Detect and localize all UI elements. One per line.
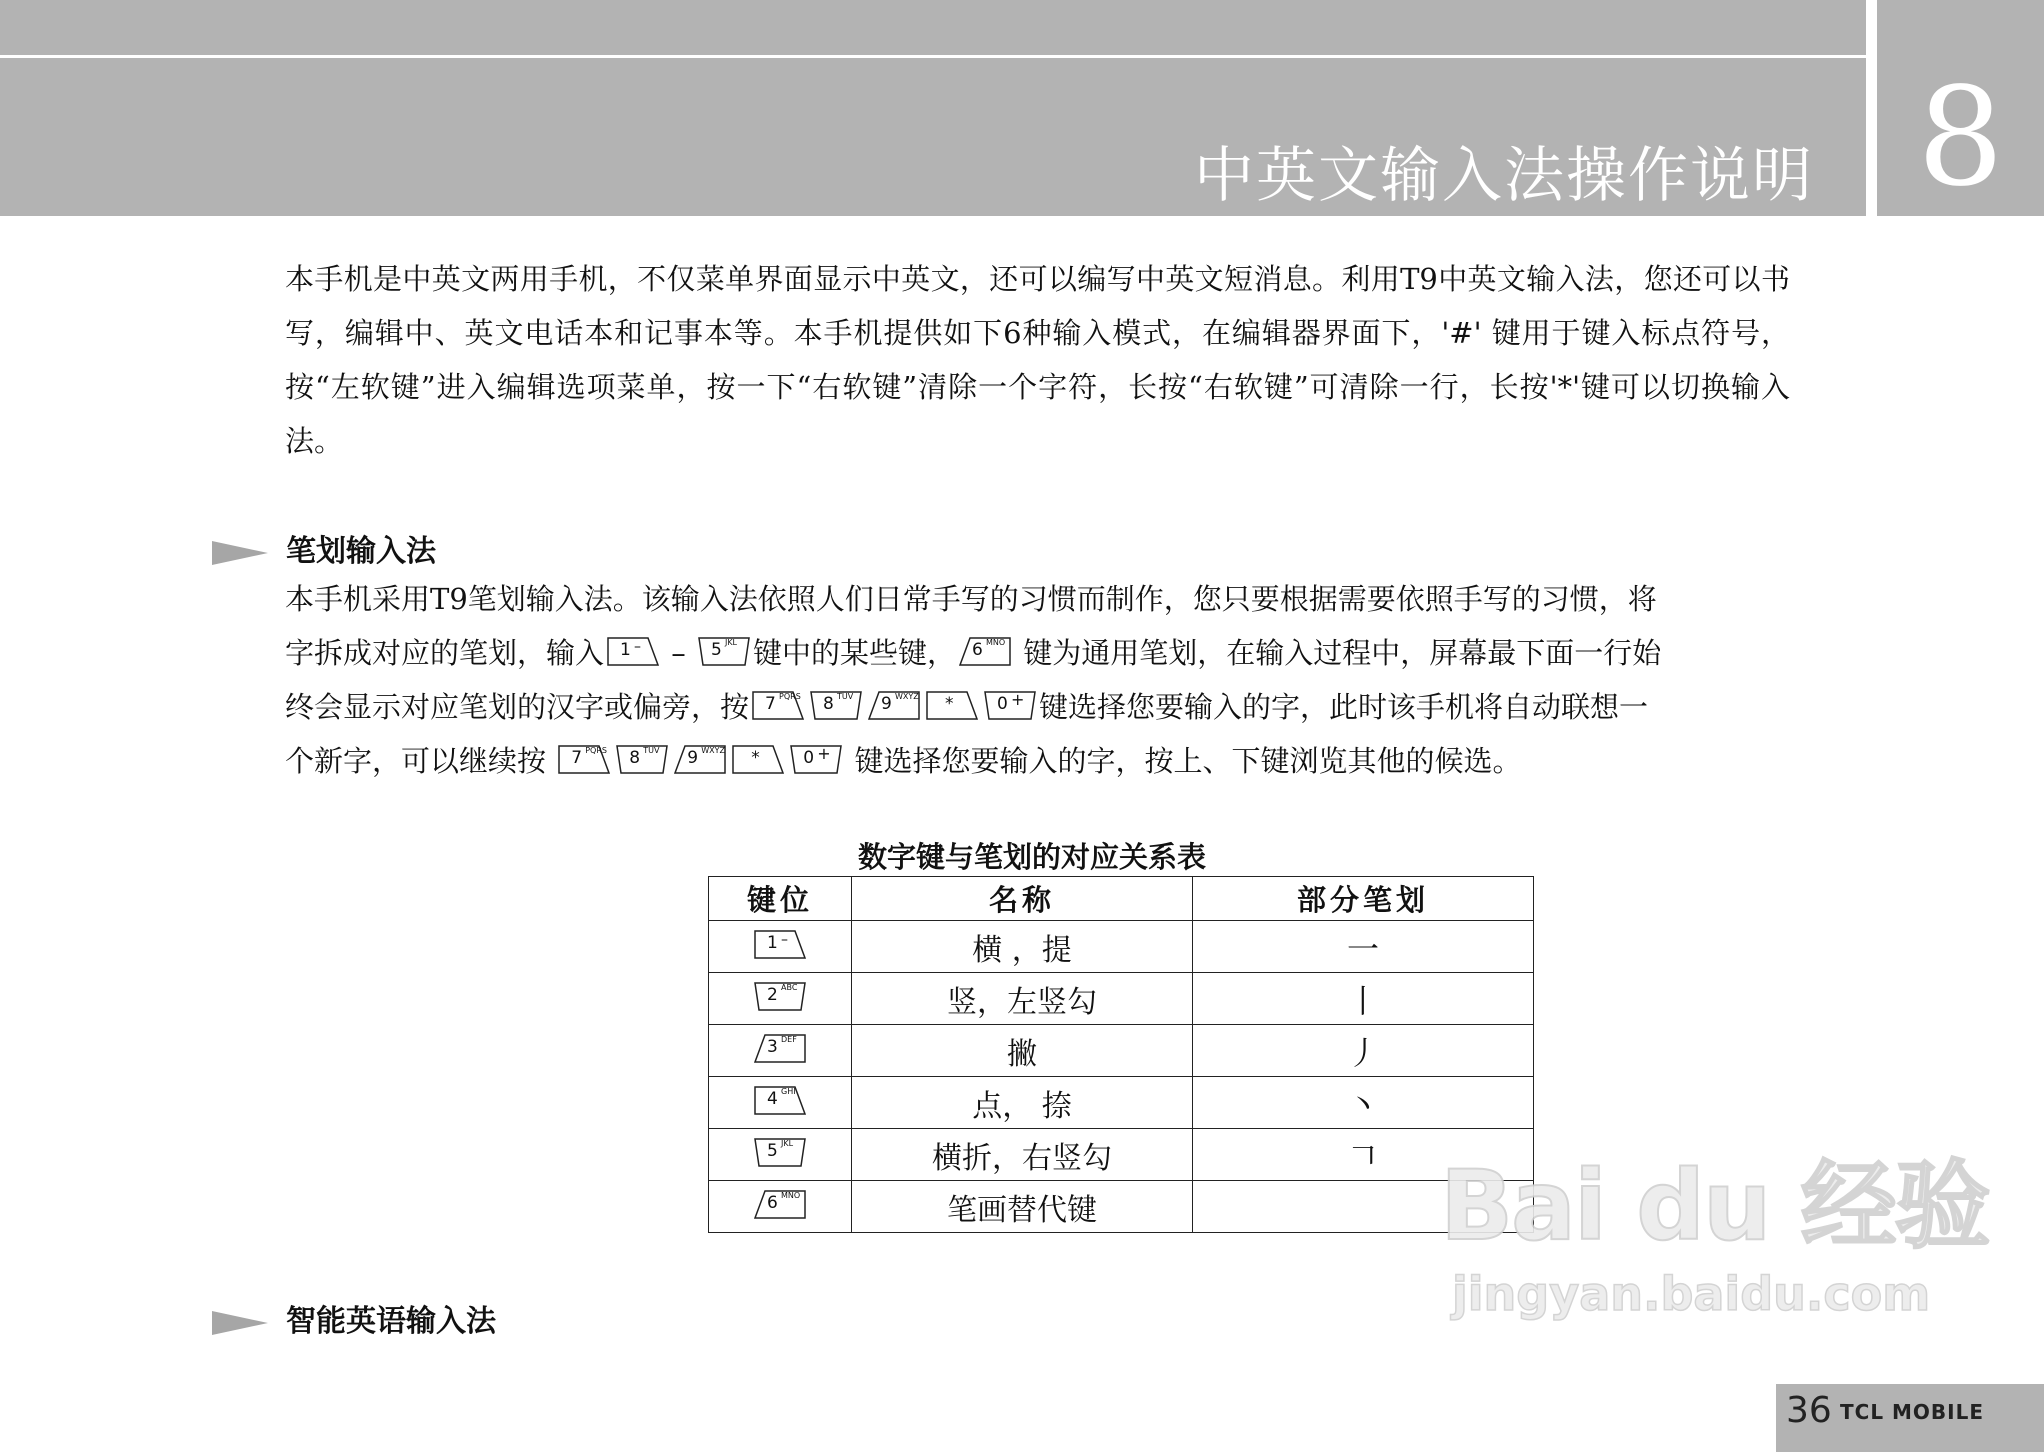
key-2-digit: 2 — [767, 985, 778, 1005]
stroke-symbol-cell: 𠃍 — [1193, 1129, 1534, 1181]
key-0-icon — [789, 745, 843, 775]
key-star-symbol: * — [945, 694, 954, 714]
intro-paragraph: 本手机是中英文两用手机，不仅菜单界面显示中英文，还可以编写中英文短消息。利用T9中英文输入法，您还可以书写，编辑中、英文电话本和记事本等。本手机提供如下6种输入模式，在编辑器界面下，'#' 键用于键入标点符号，按“左软键”进入编辑选项菜单，按一下“右软键”清除一个字符，长按“右软键”可清除一行，长按'*'键可以切换输入法。 — [285, 262, 1790, 458]
key-star-icon — [731, 745, 785, 775]
key-3-digit: 3 — [767, 1037, 778, 1057]
column-header-key: 键位 — [709, 877, 852, 921]
section-heading-english — [212, 1296, 496, 1340]
key-7-icon — [751, 691, 805, 721]
key-6-label: MNO — [985, 638, 1006, 647]
key-2-label: ABC — [781, 983, 798, 992]
footer-brand: TCL MOBILE — [1840, 1400, 1985, 1424]
key-0-digit: 0 — [997, 694, 1008, 714]
stroke-line-2 — [285, 626, 1790, 680]
key-3-icon — [753, 1034, 807, 1064]
table-row — [709, 973, 1534, 1025]
key-stroke-table — [708, 876, 1534, 1233]
stroke-symbol-cell: 丨 — [1193, 973, 1534, 1025]
key-8-label: TUV — [643, 746, 660, 755]
table-title: 数字键与笔划的对应关系表 — [858, 840, 1207, 874]
key-7-digit: 7 — [765, 694, 776, 714]
table-row — [709, 1025, 1534, 1077]
key-5-digit: 5 — [767, 1141, 778, 1161]
key-7-label: PQRS — [585, 746, 607, 755]
stroke-line-3 — [285, 680, 1790, 734]
key-9-digit: 9 — [881, 694, 892, 714]
key-6-digit: 6 — [971, 640, 983, 660]
header-divider — [0, 55, 1866, 58]
stroke-name-cell: 笔画替代键 — [852, 1181, 1193, 1233]
text-span: 键选择您要输入的字，此时该手机将自动联想一 — [1039, 690, 1649, 724]
chapter-box — [1877, 0, 2044, 216]
key-8-icon — [809, 691, 863, 721]
table-row — [709, 1077, 1534, 1129]
key-6-icon — [958, 637, 1012, 667]
key-0-digit: 0 — [803, 748, 815, 768]
key-7-label: PQRS — [779, 692, 801, 701]
key-1-icon — [753, 930, 807, 960]
stroke-line-1: 本手机采用T9笔划输入法。该输入法依照人们日常手写的习惯而制作，您只要根据需要依照手写的习惯，将 — [285, 582, 1657, 616]
key-8-label: TUV — [837, 692, 854, 701]
key-star-symbol: * — [751, 748, 760, 768]
key-4-label: GHI — [781, 1087, 796, 1096]
key-9-label: WXYZ — [701, 746, 725, 755]
key-5-digit: 5 — [710, 640, 722, 660]
key-8-icon — [615, 745, 669, 775]
stroke-name-cell: 竖，左竖勾 — [852, 973, 1193, 1025]
text-span: 键选择您要输入的字，按上、下键浏览其他的候选。 — [854, 744, 1522, 778]
page-number: 36 — [1786, 1390, 1832, 1431]
arrow-bullet-icon — [212, 541, 268, 565]
text-span: 键中的某些键， — [752, 636, 956, 670]
key-cell — [709, 1129, 852, 1181]
key-9-icon — [673, 745, 727, 775]
key-1-label: – — [634, 639, 642, 655]
table-row — [709, 1181, 1534, 1233]
stroke-name-cell: 撇 — [852, 1025, 1193, 1077]
key-6-label: MNO — [781, 1191, 801, 1200]
key-2-icon — [753, 982, 807, 1012]
section-heading-stroke — [212, 526, 436, 570]
watermark-logo: Bai du 经验 — [1440, 1150, 1989, 1262]
key-9-icon — [867, 691, 921, 721]
key-9-digit: 9 — [687, 748, 699, 768]
key-0-label: + — [817, 744, 831, 763]
text-span: 键为通用笔划，在输入过程中，屏幕最下面一行始 — [1023, 636, 1662, 670]
section-heading-stroke-label: 笔划输入法 — [286, 534, 436, 569]
chapter-number: 8 — [1917, 59, 2004, 217]
key-cell — [709, 1181, 852, 1233]
key-6-digit: 6 — [767, 1193, 778, 1213]
stroke-name-cell: 横 ，提 — [852, 921, 1193, 973]
text-span: 终会显示对应笔划的汉字或偏旁，按 — [285, 690, 750, 724]
text-span: 个新字，可以继续按 — [285, 744, 547, 778]
footer-bar — [1776, 1384, 2044, 1452]
key-1-digit: 1 — [767, 933, 778, 953]
column-header-name: 名称 — [852, 877, 1193, 921]
key-5-label: JKL — [724, 638, 738, 647]
table-header-row — [709, 877, 1534, 921]
key-1-digit: 1 — [620, 640, 631, 660]
key-0-label: + — [1011, 690, 1025, 709]
key-0-icon — [983, 691, 1037, 721]
key-3-label: DEF — [781, 1035, 797, 1044]
key-4-digit: 4 — [767, 1089, 778, 1109]
key-5-label: JKL — [781, 1139, 794, 1148]
stroke-name-cell: 横折，右竖勾 — [852, 1129, 1193, 1181]
stroke-symbol-cell: 丶 — [1193, 1077, 1534, 1129]
watermark-url: jingyan.baidu.com — [1452, 1267, 1931, 1321]
key-cell — [709, 921, 852, 973]
key-8-digit: 8 — [823, 694, 834, 714]
dash-text: – — [671, 636, 686, 670]
key-1-label: – — [781, 932, 788, 948]
table-row — [709, 921, 1534, 973]
key-cell — [709, 1077, 852, 1129]
stroke-name-cell: 点， 捺 — [852, 1077, 1193, 1129]
column-header-stroke: 部分笔划 — [1193, 877, 1534, 921]
key-7-icon — [557, 745, 611, 775]
stroke-paragraph — [285, 572, 1790, 788]
key-8-digit: 8 — [629, 748, 641, 768]
stroke-line-4 — [285, 734, 1790, 788]
key-cell — [709, 1025, 852, 1077]
key-4-icon — [753, 1086, 807, 1116]
key-5-icon — [697, 637, 751, 667]
section-heading-english-label: 智能英语输入法 — [286, 1304, 496, 1339]
baidu-watermark — [1440, 1130, 1989, 1321]
text-span: 字拆成对应的笔划，输入 — [285, 636, 605, 670]
key-6-icon — [753, 1190, 807, 1220]
stroke-symbol-cell: 一 — [1193, 921, 1534, 973]
stroke-symbol-cell: 丿 — [1193, 1025, 1534, 1077]
key-star-icon — [925, 691, 979, 721]
key-9-label: WXYZ — [895, 692, 919, 701]
key-5-icon — [753, 1138, 807, 1168]
arrow-bullet-icon — [212, 1311, 268, 1335]
key-7-digit: 7 — [571, 748, 583, 768]
table-row — [709, 1129, 1534, 1181]
key-1-icon — [606, 637, 660, 667]
key-cell — [709, 973, 852, 1025]
page-title: 中英文输入法操作说明 — [1194, 141, 1814, 211]
